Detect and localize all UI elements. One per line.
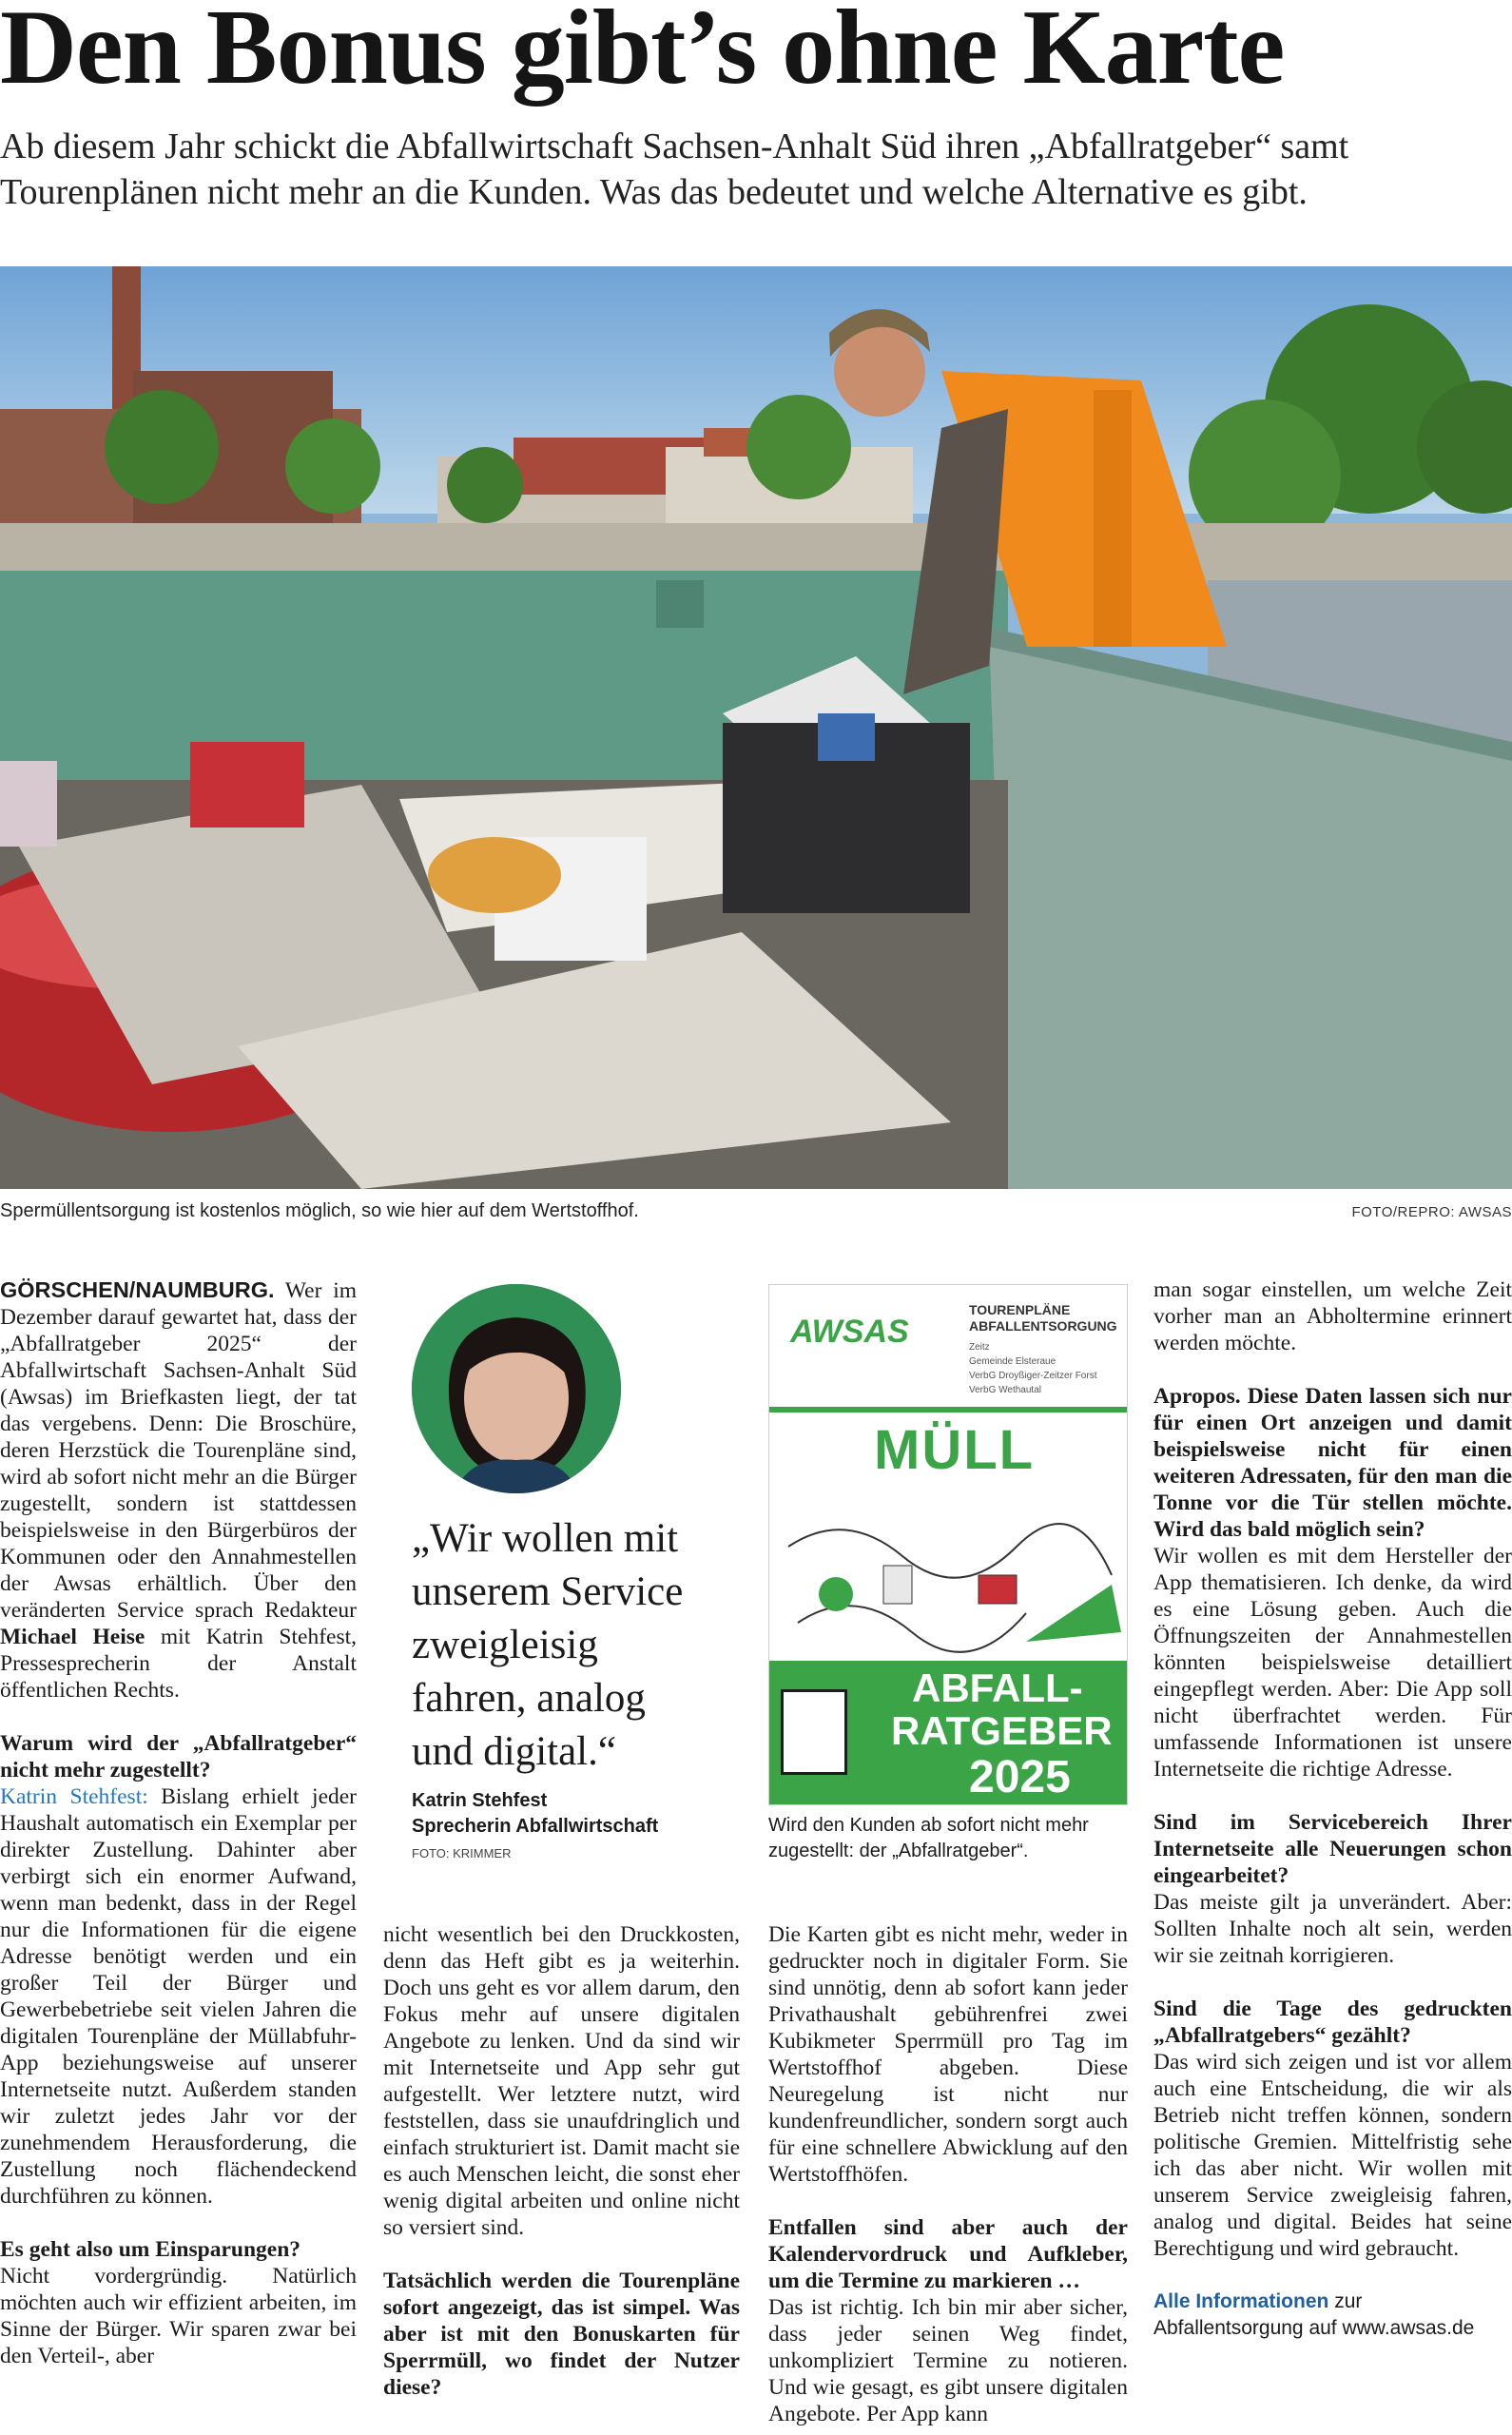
brochure-big-word: MÜLL (874, 1419, 1036, 1481)
headline: Den Bonus gibt’s ohne Karte (0, 0, 1285, 107)
brochure-year: 2025 (969, 1752, 1071, 1802)
lede: Ab diesem Jahr schickt die Abfallwirtschaft Sachsen-Anhalt Süd ihren „Abfallratgeber“ samt Tourenplänen nicht mehr an die Kunden. Was das bedeutet und welche Alternative es gibt. (0, 127, 1349, 212)
portrait-credit: FOTO: KRIMMER (412, 1846, 512, 1860)
speaker-label: Katrin Stehfest: (0, 1784, 148, 1809)
question-4: Entfallen sind aber auch der Kalendervordruck und Aufkleber, um die Termine zu markieren … (768, 2215, 1128, 2293)
photo-illustration (0, 266, 1512, 1189)
question-7: Sind die Tage des gedruckten „Abfallratgebers“ gezählt? (1153, 1997, 1512, 2048)
answer-3: Die Karten gibt es nicht mehr, weder in gedruckter noch in digitaler Form. Sie sind unnötig, denn ab sofort kann jeder Privathaushalt gebührenfrei zwei Kubikmeter Sperrmüll pro Tag im Wertstoffhof abgeben. Diese Neuregelung ist nicht nur kundenfreundlicher, sondern sorgt auch für eine schnellere Abwicklung auf den Wertstoffhöfen. (768, 1922, 1128, 2187)
question-2: Es geht also um Einsparungen? (0, 2237, 301, 2262)
portrait-photo (412, 1284, 621, 1493)
brochure-area: Gemeinde Elsteraue (969, 1356, 1056, 1367)
brochure-caption: Wird den Kunden ab sofort nicht mehr zugestellt: der „Abfallratgeber“. (768, 1815, 1089, 1861)
answer-7: Das wird sich zeigen und ist vor allem auch eine Entscheidung, die wir als Betrieb nicht treffen können, sondern politische Gremien. Mittelfristig sehe ich das aber nicht. Wir wollen mit unserem Service zweigleisig fahren, analog und digital. Beides hat seine Berechtigung und wird gebraucht. (1153, 2050, 1512, 2261)
intro-text-end: mit Katrin Stehfest, Pressesprecherin der Anstalt öffentlichen Rechts. (0, 1625, 357, 1703)
portrait-illustration (412, 1284, 621, 1493)
brochure-qr (781, 1689, 847, 1775)
brochure-area: VerbG Droyßiger-Zeitzer Forst (969, 1371, 1097, 1381)
brochure-cover (768, 1284, 1128, 1805)
answer-1-text: Bislang erhielt jeder Haushalt automatisch ein Exemplar per direkter Zustellung. Dahinter aber verbirgt sich ein enormer Aufwand, wenn man bedenkt, dass in der Regel nur die Informationen für die eigene Adresse benötigt werden und ein großer Teil der Bürger und Gewerbebetriebe seit vielen Jahren die digitalen Tourenpläne der Müllabfuhr-App beziehungsweise auf unserer Internetseite nutzt. Außerdem standen wir zuletzt jedes Jahr vor der zunehmendem Herausforderung, die Zustellung noch flächendeckend durchführen zu können. (0, 1784, 358, 2209)
info-line (1153, 2289, 1512, 2342)
column-3 (768, 1921, 1128, 2427)
answer-6: Das meiste gilt ja unverändert. Aber: Sollten Inhalte noch alt sein, werden wir sie zeitnah korrigieren. (1153, 1890, 1512, 1968)
question-1: Warum wird der „Abfallratgeber“ nicht mehr zugestellt? (0, 1731, 357, 1782)
editor-name: Michael Heise (0, 1625, 145, 1649)
brochure-rule (769, 1407, 1128, 1412)
answer-1 (0, 1783, 357, 2210)
pull-quote: „Wir wollen mit unserem Service zweigleisig fahren, analog und digital.“ (412, 1516, 684, 1774)
answer-4: Das ist richtig. Ich bin mir aber sicher, dass jeder seinen Weg findet, unkompliziert Termine zu notieren. Und wie gesagt, es gibt unsere digitalen Angebote. Per App kann (768, 2295, 1128, 2426)
brochure-title-1: TOURENPLÄNE (969, 1302, 1071, 1317)
paragraph-intro (0, 1276, 357, 1704)
intro-text: Wer im Dezember darauf gewartet hat, dass der „Abfallratgeber 2025“ der Abfallwirtschaft Sachsen-Anhalt Süd (Awsas) im Briefkasten liegt, der tat das vergebens. Denn: Die Broschüre, deren Herzstück die Tourenpläne sind, wird ab sofort nicht mehr an die Bürger zugestellt, sondern ist stattdessen beispielsweise in den Bürgerbüros der Kommunen oder den Annahmestellen der Awsas erhältlich. Über den veränderten Service sprach Redakteur (0, 1278, 357, 1623)
question-6: Sind im Servicebereich Ihrer Internetseite alle Neuerungen schon eingearbeitet? (1153, 1810, 1512, 1888)
photo-caption: Spermüllentsorgung ist kostenlos möglich, so wie hier auf dem Wertstoffhof. (0, 1200, 639, 1221)
question-5: Apropos. Diese Daten lassen sich nur für einen Ort anzeigen und damit beispielsweise nicht für einen weiteren Adressaten, für den man die Tonne vor die Tür stellen möchte. Wird das bald möglich sein? (1153, 1384, 1512, 1542)
info-rest[interactable]: zur Abfallentsorgung auf www.awsas.de (1153, 2290, 1475, 2339)
answer-5: Wir wollen es mit dem Hersteller der App thematisieren. Ich denke, da wird es eine Lösung geben. Auch die Öffnungszeiten der Annahmestellen könnten beispielsweise detailliert eingepflegt werden. Aber: Die App soll nicht überfrachtet werden. Für umfassende Informationen ist unsere Internetseite die richtige Adresse. (1153, 1544, 1512, 1782)
brochure-band-line-2: RATGEBER (891, 1708, 1113, 1753)
answer-2-continued: nicht wesentlich bei den Druckkosten, denn das Heft gibt es ja weiterhin. Doch uns geht es vor allem darum, den Fokus mehr auf unsere digitalen Angebote zu lenken. Und da sind wir mit Internetseite und App sehr gut aufgestellt. Wer letztere nutzt, wird feststellen, dass sie unaufdringlich und einfach strukturiert ist. Damit macht sie es auch Menschen leicht, die sonst eher wenig digital arbeiten und online nicht so versiert sind. (383, 1922, 740, 2240)
info-bold: Alle Informationen (1153, 2290, 1329, 2312)
brochure-band-line-1: ABFALL- (912, 1666, 1083, 1710)
brochure-area: Zeitz (969, 1342, 990, 1353)
article-photo (0, 266, 1512, 1189)
brochure-areas (969, 1340, 1096, 1397)
dateline: GÖRSCHEN/NAUMBURG. (0, 1277, 275, 1302)
brochure-logo: AWSAS (790, 1314, 909, 1350)
question-3: Tatsächlich werden die Tourenpläne sofort angezeigt, das ist simpel. Was aber ist mit den Bonuskarten für Sperrmüll, wo findet der Nutzer diese? (383, 2269, 740, 2400)
photo-credit: FOTO/REPRO: AWSAS (1351, 1204, 1512, 1220)
answer-4-continued: man sogar einstellen, um welche Zeit vorher man an Abholtermine erinnert werden möchte. (1153, 1277, 1512, 1355)
quote-role: Sprecherin Abfallwirtschaft (412, 1816, 659, 1837)
quote-name: Katrin Stehfest (412, 1790, 548, 1811)
brochure-title-2: ABFALLENTSORGUNG (969, 1318, 1117, 1334)
brochure-area: VerbG Wethautal (969, 1385, 1041, 1395)
column-2 (383, 1921, 740, 2401)
answer-2: Nicht vordergründig. Natürlich möchten auch wir effizient arbeiten, im Sinne der Bürger. Wir sparen zwar bei den Verteil-, aber (0, 2264, 357, 2368)
column-4 (1153, 1276, 1512, 2342)
quote-attribution (412, 1788, 658, 1840)
brochure-doodle (769, 1490, 1128, 1680)
column-1 (0, 1276, 357, 2369)
